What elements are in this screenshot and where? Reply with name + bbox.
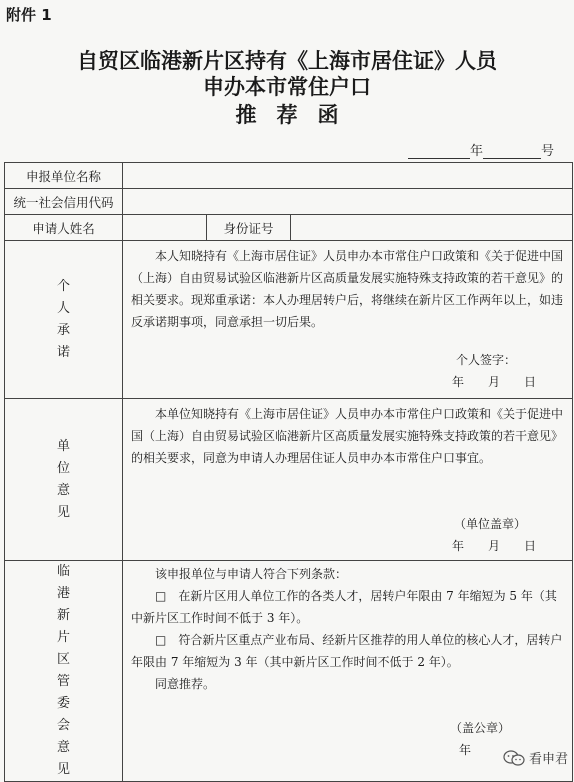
unit-seal: （单位盖章） (454, 517, 527, 531)
unit-opinion-section (123, 399, 573, 561)
watermark (503, 748, 568, 767)
watermark-text: 看申君 (528, 752, 568, 767)
committee-label-char: 见 (56, 762, 70, 777)
credit-code-field[interactable] (123, 189, 573, 215)
number-blank (483, 145, 541, 159)
recommendation-form (4, 162, 573, 782)
committee-label-char: 意 (56, 740, 70, 755)
committee-label-char: 会 (56, 718, 70, 733)
year-label: 年 (469, 144, 483, 159)
personal-signature[interactable]: 个人签字： (456, 353, 517, 367)
committee-label-char: 临 (56, 564, 70, 579)
unit-label-char: 位 (56, 460, 70, 476)
committee-opinion-label (5, 561, 123, 782)
personal-commitment-label (5, 241, 123, 399)
personal-commitment-section (123, 241, 573, 399)
personal-label-char: 诺 (56, 344, 70, 360)
title-line-1: 自贸区临港新片区持有《上海市居住证》人员 (77, 48, 497, 73)
personal-label-char: 人 (56, 300, 70, 316)
year-blank (408, 145, 470, 159)
personal-commitment-text: 本人知晓持有《上海市居住证》人员申办本市常住户口政策和《关于促进中国（上海）自由贸易试验区临港新片区高质量发展实施特殊支持政策的若干意见》的相关要求。现郑重承诺：本人办理居转户后，将继续在新片区工作两年以上，如违反承诺期事项，同意承担一切后果。 (131, 249, 564, 329)
unit-label-char: 意 (56, 482, 70, 498)
personal-label-char: 个 (56, 278, 70, 294)
committee-label-char: 港 (56, 586, 70, 601)
title-line-2: 申办本市常住户口 (203, 74, 371, 99)
committee-intro: 该申报单位与申请人符合下列条款： (155, 567, 348, 581)
document-number (408, 140, 554, 159)
applicant-name-field[interactable] (123, 215, 207, 241)
committee-label-char: 片 (56, 630, 70, 645)
credit-code-label: 统一社会信用代码 (5, 189, 123, 215)
personal-date: 年 月 日 (452, 375, 537, 389)
personal-label-char: 承 (56, 322, 70, 338)
id-number-label: 身份证号 (207, 215, 291, 241)
committee-seal: （盖公章） (450, 721, 511, 735)
committee-label-char: 管 (56, 674, 70, 689)
applicant-name-label: 申请人姓名 (5, 215, 123, 241)
unit-date: 年 月 日 (452, 539, 537, 553)
committee-date: 年 (459, 743, 472, 757)
committee-option-1[interactable]: □ 在新片区用人单位工作的各类人才，居转户年限由 7 年缩短为 5 年（其中新片区工作时间不低于 3 年）。 (131, 589, 557, 625)
committee-label-char: 区 (56, 652, 70, 667)
unit-label-char: 单 (56, 438, 70, 454)
applicant-unit-label: 申报单位名称 (5, 163, 123, 189)
annex-label: 附件 1 (6, 6, 52, 24)
committee-recommend: 同意推荐。 (155, 677, 216, 691)
title-line-3: 推荐函 (235, 102, 359, 127)
committee-label-char: 新 (56, 608, 70, 623)
unit-opinion-text: 本单位知晓持有《上海市居住证》人员申办本市常住户口政策和《关于促进中国（上海）自由贸易试验区临港新片区高质量发展实施特殊支持政策的若干意见》的相关要求，同意为申请人办理居住证人员申办本市常住户口事宜。 (131, 407, 564, 465)
committee-option-2[interactable]: □ 符合新片区重点产业布局、经新片区推荐的用人单位的核心人才，居转户年限由 7 年缩短为 3 年（其中新片区工作时间不低于 2 年）。 (131, 633, 563, 669)
wechat-icon (503, 750, 525, 766)
id-number-field[interactable] (291, 215, 573, 241)
committee-label-char: 委 (56, 696, 70, 711)
applicant-unit-field[interactable] (123, 163, 573, 189)
number-label: 号 (540, 144, 554, 159)
unit-label-char: 见 (56, 504, 70, 520)
unit-opinion-label (5, 399, 123, 561)
